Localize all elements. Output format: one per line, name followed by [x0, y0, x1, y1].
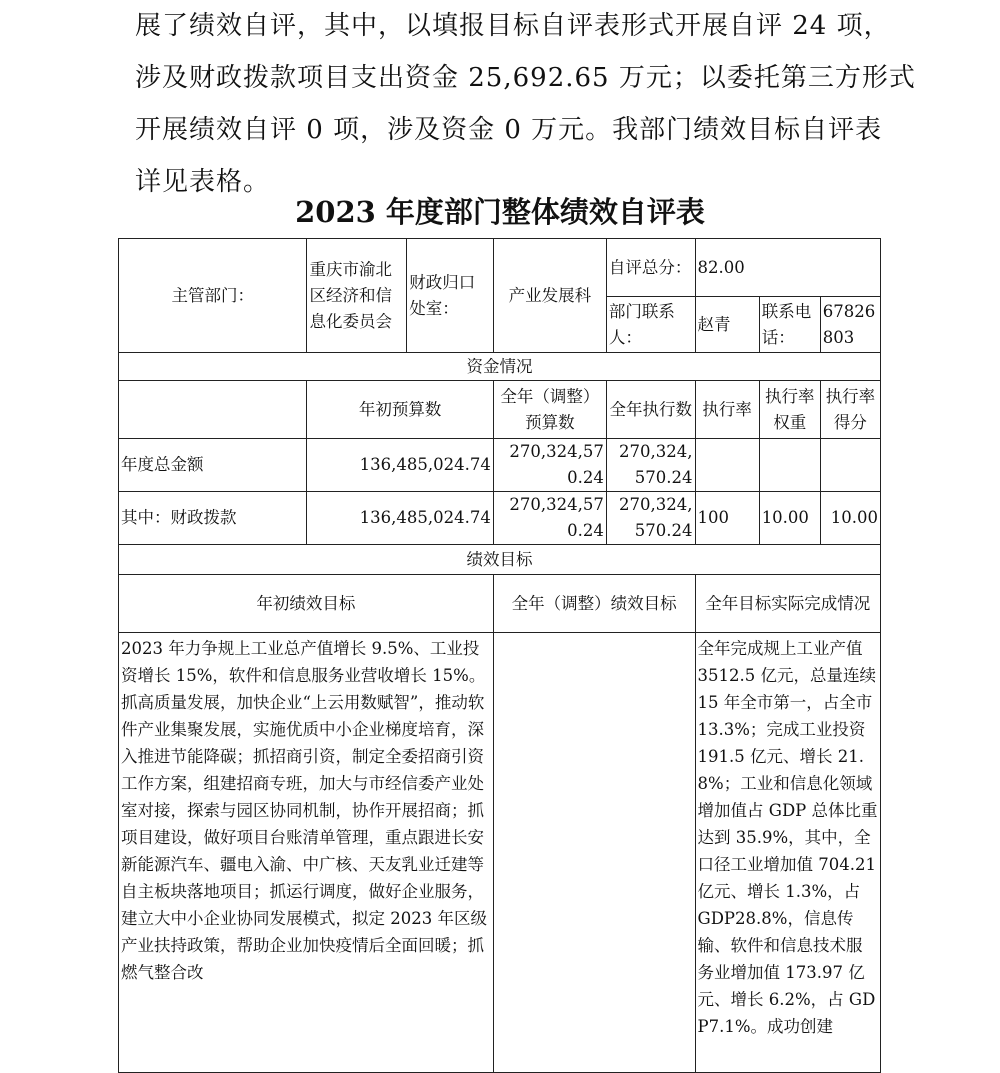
col-header-actual: 全年目标实际完成情况: [695, 575, 880, 633]
paragraph-line: 展了绩效自评，其中，以填报目标自评表形式开展自评 24 项，: [135, 11, 891, 41]
funds-section-header: 资金情况: [119, 353, 881, 381]
adjusted-budget-cell: 270,324,570.24: [493, 492, 606, 545]
dept-label-cell: 主管部门：: [119, 239, 307, 353]
initial-goal-cell: 2023 年力争规上工业总产值增长 9.5%、工业投资增长 15%，软件和信息服务业营收增长 15%。抓高质量发展，加快企业“上云用数赋智”，推动软件产业集聚发展，实施优质中小企业梯度培育，深入推进节能降碳；抓招商引资，制定全委招商引资工作方案，组建招商专班，加大与市经信委产业处室对接，探索与园区协同机制，协作开展招商；抓项目建设，做好项目台账清单管理，重点跟进长安新能源汽车、疆电入渝、中广核、天友乳业迁建等自主板块落地项目；抓运行调度，做好企业服务，建立大中小企业协同发展模式，拟定 2023 年区级产业扶持政策，帮助企业加快疫情后全面回暖；抓燃气整合改: [119, 633, 494, 1073]
col-header-exec-rate: 执行率: [695, 381, 759, 439]
rate-weight-cell: 10.00: [759, 492, 820, 545]
exec-rate-cell: 100: [695, 492, 759, 545]
phone-value-cell: 67826803: [820, 297, 880, 353]
adjusted-goal-cell: [493, 633, 695, 1073]
executed-cell: 270,324,570.24: [606, 492, 695, 545]
rate-score-cell: [820, 439, 880, 492]
col-header-rate-score: 执行率得分: [820, 381, 880, 439]
rate-score-cell: 10.00: [820, 492, 880, 545]
contact-value-cell: 赵青: [695, 297, 759, 353]
row-label: 年度总金额: [119, 439, 307, 492]
col-header-rate-weight: 执行率权重: [759, 381, 820, 439]
contact-label-cell: 部门联系人：: [606, 297, 695, 353]
col-header-initial-goal: 年初绩效目标: [119, 575, 494, 633]
col-header-executed: 全年执行数: [606, 381, 695, 439]
initial-budget-cell: 136,485,024.74: [307, 492, 493, 545]
score-label-cell: 自评总分：: [606, 239, 695, 297]
office-label-cell: 财政归口处室：: [407, 239, 494, 353]
row-label: 其中：财政拨款: [119, 492, 307, 545]
exec-rate-cell: [695, 439, 759, 492]
body-paragraph: [135, 0, 916, 208]
paragraph-line: 开展绩效自评 0 项，涉及资金 0 万元。我部门绩效目标自评表: [135, 115, 883, 145]
score-value-cell: 82.00: [695, 239, 880, 297]
phone-label-cell: 联系电话：: [759, 297, 820, 353]
funds-header-blank: [119, 381, 307, 439]
rate-weight-cell: [759, 439, 820, 492]
adjusted-budget-cell: 270,324,570.24: [493, 439, 606, 492]
actual-completion-cell: 全年完成规上工业产值 3512.5 亿元，总量连续 15 年全市第一，占全市 13.3%；完成工业投资 191.5 亿元、增长 21.8%；工业和信息化领域增加值占 GDP 总体比重达到 35.9%，其中，全口径工业增加值 704.21 亿元、增长 1.3%，占 GDP28.8%，信息传输、软件和信息技术服务业增加值 173.97 亿元、增长 6.2%，占 GDP7.1%。成功创建: [695, 633, 880, 1073]
col-header-adjusted-budget: 全年（调整）预算数: [493, 381, 606, 439]
table-row: [119, 492, 881, 545]
col-header-adjusted-goal: 全年（调整）绩效目标: [493, 575, 695, 633]
dept-value-cell: 重庆市渝北区经济和信息化委员会: [307, 239, 407, 353]
performance-self-eval-table: [118, 238, 881, 1073]
col-header-initial-budget: 年初预算数: [307, 381, 493, 439]
paragraph-line: 详见表格。: [135, 167, 271, 197]
initial-budget-cell: 136,485,024.74: [307, 439, 493, 492]
table-title: 2023 年度部门整体绩效自评表: [295, 195, 705, 229]
office-value-cell: 产业发展科: [493, 239, 606, 353]
paragraph-line: 涉及财政拨款项目支出资金 25,692.65 万元；以委托第三方形式: [135, 63, 916, 93]
table-row: [119, 439, 881, 492]
goals-section-header: 绩效目标: [119, 545, 881, 575]
executed-cell: 270,324,570.24: [606, 439, 695, 492]
